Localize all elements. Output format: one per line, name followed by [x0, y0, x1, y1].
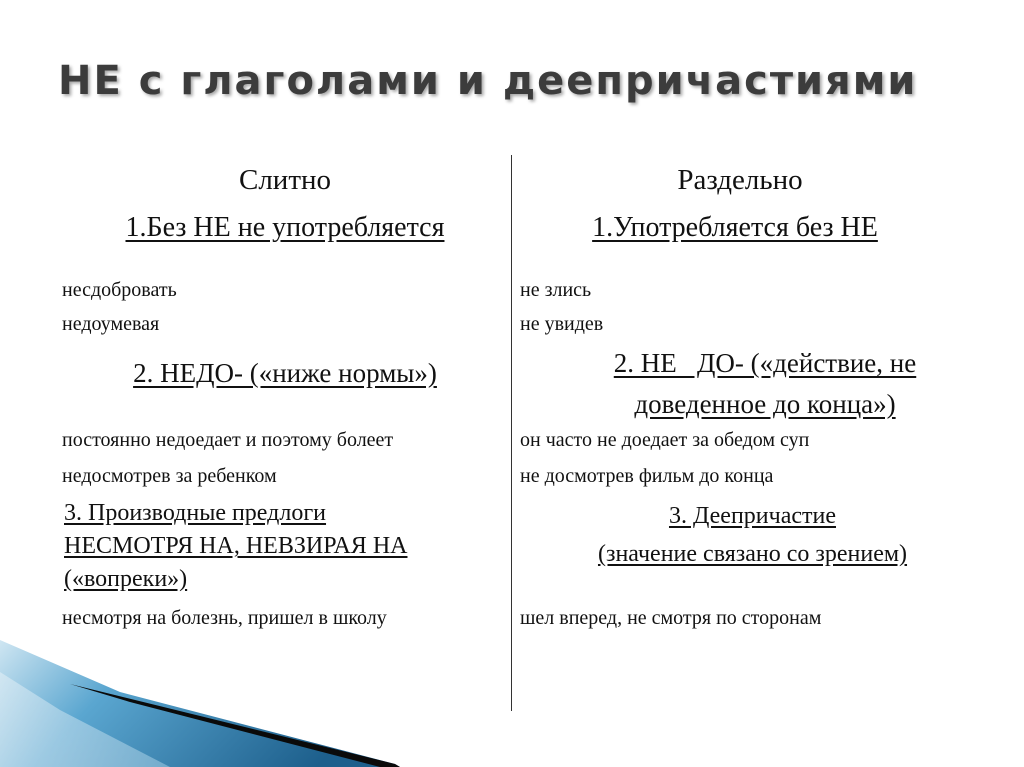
left-example-1a: несдобровать [62, 279, 177, 301]
right-example-2b: не досмотрев фильм до конца [520, 465, 774, 487]
right-example-2a: он часто не доедает за обедом суп [520, 429, 810, 451]
right-example-1b: не увидев [520, 313, 604, 335]
right-example-1a: не злись [520, 279, 592, 301]
column-divider [511, 155, 512, 711]
right-rule-1: 1.Употребляется без НЕ [592, 212, 878, 243]
left-rule-3-line-3: («вопреки») [64, 566, 188, 592]
left-rule-3-line-1: 3. Производные предлоги [64, 500, 327, 526]
corner-swoosh-decoration [0, 640, 400, 767]
right-heading: Раздельно [677, 164, 803, 196]
right-rule-3-line-2: (значение связано со зрением) [597, 541, 908, 567]
right-rule-2-line-1: 2. НЕ ДО- («действие, не [613, 348, 917, 378]
left-rule-3-line-2: НЕСМОТРЯ НА, НЕВЗИРАЯ НА [64, 533, 408, 559]
right-rule-2-line-2: доведенное до конца») [634, 389, 896, 419]
left-example-3: несмотря на болезнь, пришел в школу [62, 607, 387, 629]
left-rule-1: 1.Без НЕ не употребляется [125, 212, 445, 243]
left-heading: Слитно [238, 164, 332, 196]
slide-title: НЕ с глаголами и деепричастиями [58, 58, 918, 104]
left-example-2b: недосмотрев за ребенком [62, 465, 277, 487]
right-rule-3-line-1: 3. Деепричастие [668, 503, 836, 529]
right-example-3: шел вперед, не смотря по сторонам [520, 607, 822, 629]
left-example-2a: постоянно недоедает и поэтому болеет [62, 429, 394, 451]
left-rule-2: 2. НЕДО- («ниже нормы») [133, 358, 437, 388]
left-example-1b: недоумевая [62, 313, 160, 335]
